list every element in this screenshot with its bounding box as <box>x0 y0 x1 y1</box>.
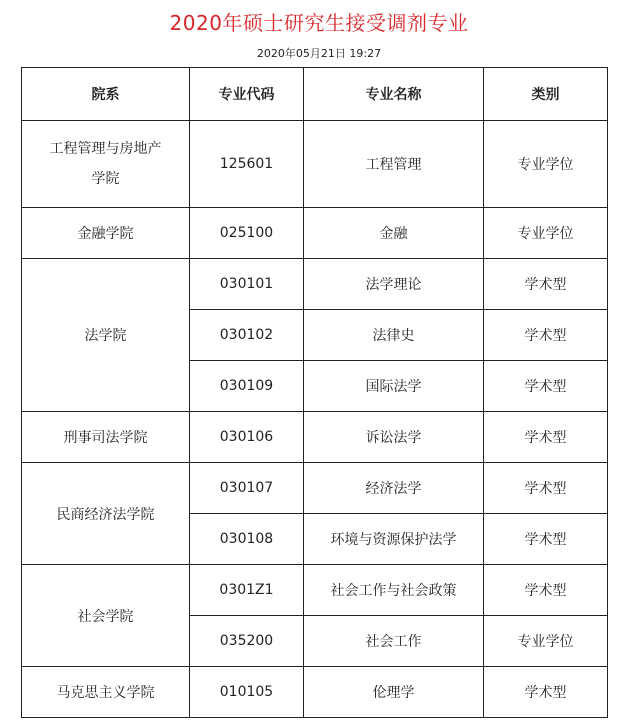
code-cell: 0301Z1 <box>190 565 304 616</box>
name-cell: 社会工作与社会政策 <box>304 565 484 616</box>
type-cell: 学术型 <box>484 565 608 616</box>
name-cell: 伦理学 <box>304 667 484 718</box>
dept-line-2: 学院 <box>91 171 120 187</box>
code-cell: 010105 <box>190 667 304 718</box>
code-cell: 030106 <box>190 412 304 463</box>
code-cell: 030102 <box>190 310 304 361</box>
type-cell: 学术型 <box>484 412 608 463</box>
type-cell: 专业学位 <box>484 121 608 208</box>
type-cell: 学术型 <box>484 310 608 361</box>
code-cell: 025100 <box>190 208 304 259</box>
name-cell: 工程管理 <box>304 121 484 208</box>
type-cell: 学术型 <box>484 463 608 514</box>
name-cell: 法律史 <box>304 310 484 361</box>
type-cell: 学术型 <box>484 514 608 565</box>
dept-cell: 金融学院 <box>22 208 190 259</box>
table-row <box>22 412 608 463</box>
code-cell: 030101 <box>190 259 304 310</box>
dept-line-1: 工程管理与房地产 <box>49 141 162 157</box>
name-cell: 经济法学 <box>304 463 484 514</box>
code-cell: 030107 <box>190 463 304 514</box>
table-header-row <box>22 68 608 121</box>
header-code: 专业代码 <box>190 68 304 121</box>
code-cell: 035200 <box>190 616 304 667</box>
code-cell: 030109 <box>190 361 304 412</box>
majors-table <box>21 67 608 718</box>
table-row <box>22 463 608 514</box>
name-cell: 法学理论 <box>304 259 484 310</box>
name-cell: 金融 <box>304 208 484 259</box>
header-dept: 院系 <box>22 68 190 121</box>
name-cell: 诉讼法学 <box>304 412 484 463</box>
dept-cell: 社会学院 <box>22 565 190 667</box>
dept-cell: 法学院 <box>22 259 190 412</box>
name-cell: 社会工作 <box>304 616 484 667</box>
type-cell: 专业学位 <box>484 616 608 667</box>
table-row <box>22 565 608 616</box>
name-cell: 国际法学 <box>304 361 484 412</box>
header-type: 类别 <box>484 68 608 121</box>
dept-cell: 刑事司法学院 <box>22 412 190 463</box>
page-title: 2020年硕士研究生接受调剂专业 <box>169 11 469 35</box>
header-name: 专业名称 <box>304 68 484 121</box>
dept-cell: 马克思主义学院 <box>22 667 190 718</box>
dept-cell <box>22 121 190 208</box>
type-cell: 学术型 <box>484 667 608 718</box>
type-cell: 学术型 <box>484 361 608 412</box>
table-row <box>22 208 608 259</box>
timestamp: 2020年05月21日 19:27 <box>256 47 382 60</box>
table-row <box>22 667 608 718</box>
type-cell: 专业学位 <box>484 208 608 259</box>
code-cell: 125601 <box>190 121 304 208</box>
code-cell: 030108 <box>190 514 304 565</box>
dept-cell: 民商经济法学院 <box>22 463 190 565</box>
name-cell: 环境与资源保护法学 <box>304 514 484 565</box>
table-row <box>22 121 608 208</box>
type-cell: 学术型 <box>484 259 608 310</box>
table-row <box>22 259 608 310</box>
